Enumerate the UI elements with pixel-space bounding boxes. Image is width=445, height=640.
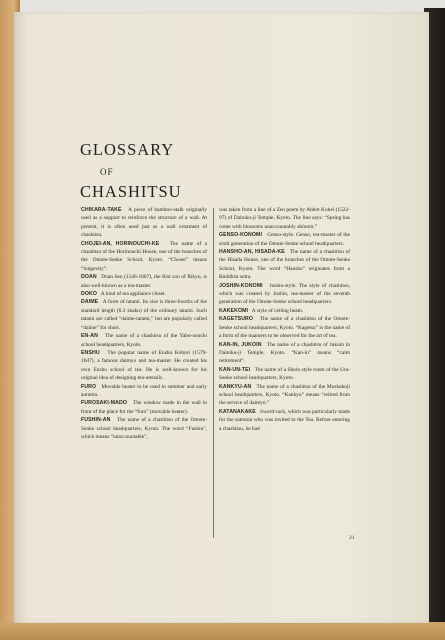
glossary-definition: Genso-style. Genso, tea-master of the sixth generation of the Omote-Senke school headquarters. [219,232,350,247]
column-divider [213,208,214,538]
glossary-entry [81,298,207,332]
glossary-term: ENSHU [81,349,100,356]
glossary-term: KAGETSURO [219,316,254,323]
glossary-entry [219,341,350,366]
title-line-chashitsu: CHASHITSU [80,182,182,201]
glossary-definition: Doan Sen (1546-1607), the first son of Rikyu, is also well-known as a tea-master. [81,274,207,289]
glossary-entry [81,206,207,240]
glossary-term: FURO [81,383,97,390]
glossary-entry [219,307,350,315]
glossary-definition: A piece of bamboo-stalk originally used as a support to reinforce the structure of a wall. At present, it is often used just as a wall ornament of chashitsu. [81,207,207,239]
glossary-term: FUSHIN-AN [81,417,111,424]
glossary-definition: Movable heater to be used in summer and early autumn. [81,383,208,398]
glossary-definition: The name of a chashitsu of the Omote-Senke school headquarters, Kyoto. The word “Fushin”, which means “unaccountable”, [81,417,207,440]
glossary-definition: Sword-rack, which was particularly made for the samurai who was invited to the Tea. Before entering a chashitsu, he had [219,408,351,432]
glossary-entry [81,240,207,274]
glossary-entry [81,332,207,349]
glossary-definition: was taken from a line of a Zen poem by Abbot Kokei (1522-97) of Daitoku-ji Temple, Kyoto. The line says: “Spring has come with blossoms unaccountably abloom.” [219,207,350,230]
glossary-entry [81,399,207,416]
book-cover-bottom-edge [0,622,445,640]
glossary-definition: The name of a chashitsu of the Horinouchi House, one of the branches of the Omote-Senke School, Kyoto. “Chosei” means “longevity”. [81,240,207,272]
glossary-entry [81,290,207,298]
glossary-term: KAN-UN-TEI [219,366,251,373]
glossary-term: KATANAKAKE [219,408,256,415]
glossary-definition: A style of ceiling beam. [251,307,304,314]
glossary-entry [219,231,350,248]
glossary-term: DOKO [81,291,97,298]
glossary-entry [81,349,207,383]
glossary-entry [81,416,207,441]
glossary-definition: The name of a chashitsu of the Yabu-nouchi school headquarters, Kyoto. [81,333,207,348]
glossary-left-column [81,206,207,441]
glossary-entry [219,248,350,282]
glossary-entry [219,408,350,433]
glossary-term: EN-AN [81,333,98,340]
glossary-definition: The name of a chashitsu of the Omote-Senke school headquarters, Kyoto. “Kagetsu” is the name of a form of the manners to be observed for the art of tea. [219,316,350,340]
glossary-definition: The popular name of Enshu Kobori (1579-1647), a famous daimyo and tea-master. He created his own Enshu school of tea. He is well-known for his original idea of designing tea-utensils. [81,349,207,382]
glossary-entry [81,383,207,400]
page-number: 21 [349,535,355,541]
glossary-definition: Joshin-style. The style of chashitsu, which was created by Joshin, tea-master of the seventh generation of the Omote-Senke school headquarters. [219,282,350,306]
glossary-term: CHOJEI-AN, HORINOUCHI-KE [81,240,160,247]
glossary-definition: A kind of tea appliance closet. [100,291,166,298]
glossary-definition: The name of a chashitsu of Jukoin in Daitoku-ji Temple, Kyoto. “Kan-in” means “calm retirement”. [219,341,350,365]
glossary-entry [219,383,350,408]
glossary-term: KANKYU-AN [219,383,252,390]
glossary-definition: The name of a chashitsu of the Mushakoji school headquarters, Kyoto. “Kankyu” means “retired from the service of daimyo.” [219,383,350,407]
title-line-glossary: GLOSSARY [80,140,175,159]
glossary-term: DAIME [81,299,99,306]
glossary-term: KAKEKOMI [219,307,249,314]
glossary-entry [219,315,350,340]
glossary-term: GENSO-KONOMI [219,232,262,239]
glossary-right-column [219,206,350,433]
glossary-term: KAN-IN, JUKOIN [219,341,262,348]
title-line-of: OF [100,167,114,177]
glossary-definition: A form of tatami. Its size is three-fourths of the standard length (6.3 shaku) of the ordinary tatami. Such tatami are called “daime-tatami,” but are popularly called “daime” for short. [81,299,208,331]
glossary-entry [219,366,350,383]
glossary-definition: The name of a Shoin style room of the Ura-Senke school headquarters, Kyoto. [219,366,350,382]
glossary-term: CHIKARA-TAKE [81,207,122,213]
glossary-term: FUROSAKI-MADO [81,400,127,407]
glossary-term: DOAN [81,274,97,281]
glossary-entry [81,273,207,290]
glossary-term: HANSHO-AN, HISADA-KE [219,249,285,256]
page-title [80,141,182,201]
glossary-definition: The name of a chashitsu of the Hisada House, one of the branches of the Omote-Senke School, Kyoto. The word “Hansho” originates from a Buddhist sutra. [219,249,350,281]
glossary-entry [219,282,350,307]
glossary-entry-continued [219,206,350,231]
glossary-definition: The window made in the wall in front of the place for the “furo” (movable heater). [81,400,208,415]
glossary-term: JOSHIN-KONOMI [219,282,263,289]
